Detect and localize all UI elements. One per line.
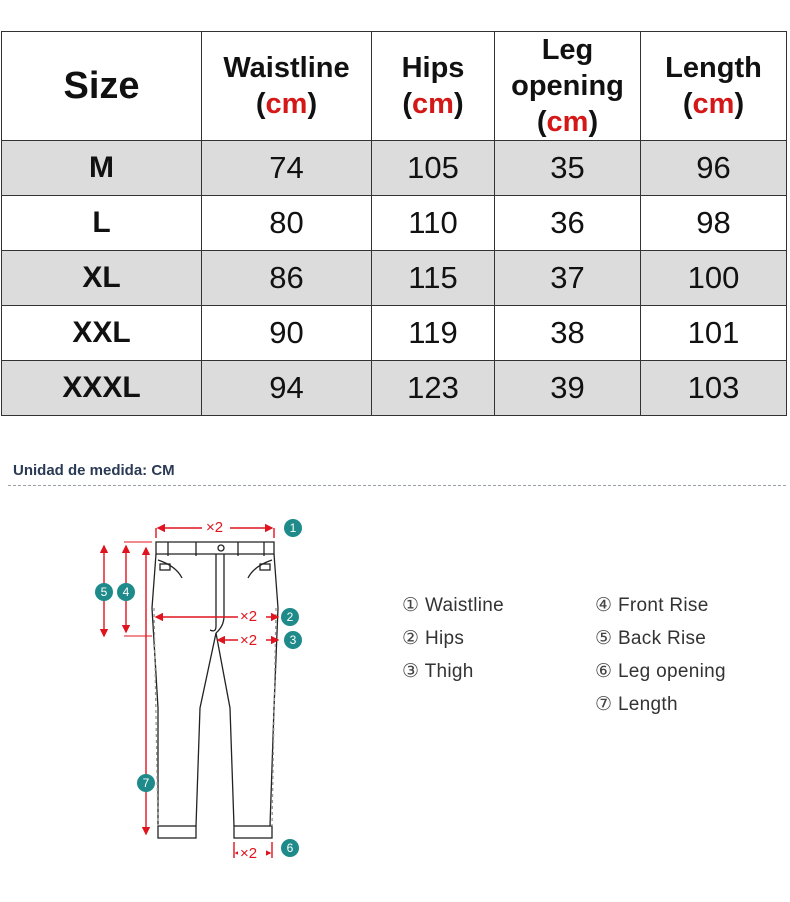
cell-waistline: 90 bbox=[202, 306, 372, 361]
legend-number: ⑦ bbox=[595, 694, 613, 715]
header-waistline-unit: (cm) bbox=[255, 88, 318, 120]
cell-length: 101 bbox=[641, 306, 787, 361]
cell-size: L bbox=[2, 196, 202, 251]
header-leg-opening bbox=[495, 32, 641, 141]
cell-length: 96 bbox=[641, 141, 787, 196]
cell-length: 98 bbox=[641, 196, 787, 251]
table-row bbox=[2, 196, 787, 251]
svg-text:4: 4 bbox=[122, 585, 130, 599]
waist-times-two-label: ×2 bbox=[206, 519, 224, 536]
legend-label: Waistline bbox=[424, 595, 505, 616]
legend-label: Thigh bbox=[424, 661, 474, 682]
legend-label: Leg opening bbox=[617, 661, 726, 682]
cell-leg-opening: 35 bbox=[495, 141, 641, 196]
legend-label: Front Rise bbox=[617, 595, 709, 616]
legend-item bbox=[595, 627, 706, 650]
header-length-unit: (cm) bbox=[682, 88, 745, 120]
table-row bbox=[2, 306, 787, 361]
legend-number: ⑥ bbox=[595, 661, 613, 682]
cell-size: M bbox=[2, 141, 202, 196]
svg-text:6: 6 bbox=[286, 841, 294, 855]
legend-item bbox=[595, 693, 678, 716]
pants-measurement-diagram bbox=[88, 508, 318, 878]
svg-text:3: 3 bbox=[289, 633, 297, 647]
marker-1 bbox=[284, 519, 302, 537]
table-row bbox=[2, 251, 787, 306]
marker-7 bbox=[137, 774, 155, 792]
legend-label: Back Rise bbox=[617, 628, 707, 649]
size-chart-table bbox=[1, 31, 787, 416]
header-length bbox=[641, 32, 787, 141]
marker-6 bbox=[281, 839, 299, 857]
marker-3 bbox=[284, 631, 302, 649]
header-waistline-label: Waistline bbox=[223, 52, 350, 84]
legend-label: Length bbox=[617, 694, 678, 715]
header-length-label: Length bbox=[665, 52, 762, 84]
cell-leg-opening: 38 bbox=[495, 306, 641, 361]
cell-hips: 115 bbox=[372, 251, 495, 306]
table-header-row bbox=[2, 32, 787, 141]
legend-item bbox=[595, 660, 726, 683]
cell-leg-opening: 37 bbox=[495, 251, 641, 306]
legend-item bbox=[402, 627, 464, 650]
measurement-lines bbox=[104, 528, 278, 858]
cell-size: XXL bbox=[2, 306, 202, 361]
cell-hips: 105 bbox=[372, 141, 495, 196]
legend-item bbox=[402, 660, 474, 683]
legend-number: ④ bbox=[595, 595, 613, 616]
legend-number: ③ bbox=[402, 661, 420, 682]
header-leg-opening-line2: opening bbox=[511, 70, 624, 102]
svg-text:7: 7 bbox=[142, 776, 150, 790]
cell-length: 103 bbox=[641, 361, 787, 416]
header-hips-unit: (cm) bbox=[402, 88, 464, 120]
svg-text:5: 5 bbox=[100, 585, 108, 599]
unit-note: Unidad de medida: CM bbox=[13, 462, 175, 479]
svg-text:2: 2 bbox=[286, 610, 294, 624]
cell-waistline: 94 bbox=[202, 361, 372, 416]
cell-waistline: 86 bbox=[202, 251, 372, 306]
header-waistline bbox=[202, 32, 372, 141]
svg-text:1: 1 bbox=[289, 521, 297, 535]
legend-number: ① bbox=[402, 595, 420, 616]
thigh-times-two-label: ×2 bbox=[240, 632, 258, 649]
legend-item bbox=[402, 594, 504, 617]
cell-leg-opening: 39 bbox=[495, 361, 641, 416]
header-hips bbox=[372, 32, 495, 141]
legend-number: ⑤ bbox=[595, 628, 613, 649]
cell-waistline: 80 bbox=[202, 196, 372, 251]
table-row bbox=[2, 361, 787, 416]
marker-4 bbox=[117, 583, 135, 601]
dashed-divider bbox=[8, 485, 786, 486]
legend-label: Hips bbox=[424, 628, 465, 649]
pants-outline bbox=[152, 542, 278, 838]
hips-times-two-label: ×2 bbox=[240, 608, 258, 625]
header-leg-opening-line1: Leg bbox=[541, 34, 594, 66]
cell-hips: 110 bbox=[372, 196, 495, 251]
header-leg-opening-unit: (cm) bbox=[536, 106, 599, 138]
legend-number: ② bbox=[402, 628, 420, 649]
cell-waistline: 74 bbox=[202, 141, 372, 196]
cell-length: 100 bbox=[641, 251, 787, 306]
cell-size: XXXL bbox=[2, 361, 202, 416]
cell-hips: 119 bbox=[372, 306, 495, 361]
header-hips-label: Hips bbox=[401, 52, 465, 84]
header-size: Size bbox=[2, 32, 202, 141]
marker-5 bbox=[95, 583, 113, 601]
legend-item bbox=[595, 594, 709, 617]
leg-opening-times-two-label: ×2 bbox=[240, 845, 258, 862]
marker-2 bbox=[281, 608, 299, 626]
cell-size: XL bbox=[2, 251, 202, 306]
cell-leg-opening: 36 bbox=[495, 196, 641, 251]
table-row bbox=[2, 141, 787, 196]
cell-hips: 123 bbox=[372, 361, 495, 416]
